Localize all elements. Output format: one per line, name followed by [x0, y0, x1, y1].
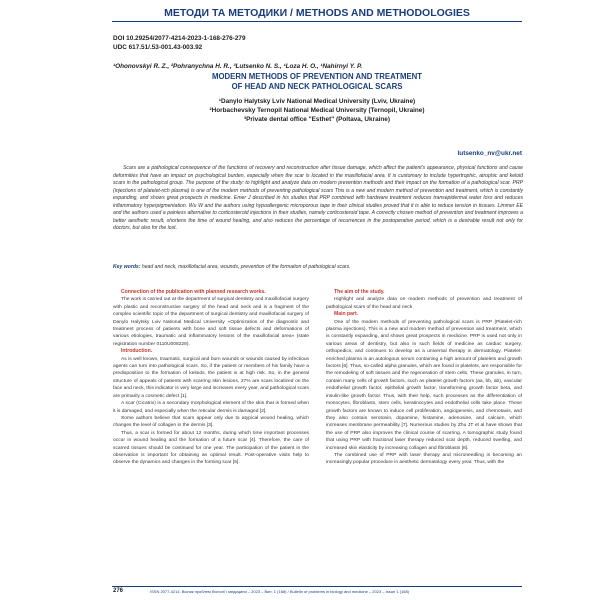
paragraph: The combined use of PRP with laser therapy and microneedling is becoming an increasingly popular procedure in aesthetic dermatology every year. Thus, with the	[326, 452, 522, 466]
udc: UDC 617.51/.53-001.43-003.92	[113, 44, 203, 51]
keywords-label: Key words:	[113, 264, 141, 270]
title-line-1: MODERN METHODS OF PREVENTION AND TREATMENT	[211, 72, 423, 81]
contact-email[interactable]: lutsenko_nv@ukr.net	[457, 150, 522, 157]
page-number: 276	[113, 588, 124, 594]
header-rule	[112, 21, 522, 22]
paragraph: As is well known, traumatic, surgical and burn wounds or wounds caused by infectious agents can turn into pathological scars. So, if the patient or members of his family have a predisposition to the formation of keloids, the patient is at high risk. So, in the general structure of appeals of patients with scarring skin lesions, 27% are scars localized on the face and neck, this indicator is very large and increases every year, and pathological scars are primarily a cosmetic defect [1].	[113, 356, 309, 399]
abstract: Scars are a pathological consequence of the functions of recovery and reconstruction after tissue damage, which affect the patient's appearance, physical functions and cause deformities that have an impact on psychological burden, especially when the scar is located in the maxillofacial area. It is customary to include hypertrophic, atrophic and keloid scars in the pathological group. The purpose of the study: to highlight and analyze data on modern prevention methods and their impact on the formation of a pathological scar. PRP (injections of platelet-rich plasma) is one of the modern methods of preventing pathological scars This is a new and modern method of prevention and treatment, which is constantly expanding, and shows great prospects in medicine. Emer J described in his studies that PRP combined with hardware treatment reduces transepidermal water loss and reduces inflammatory hyperpigmentation. Wu W and the authors using hypoallergenic microporous tape in their clinical studies proved that it is able to reduce tension in tissues. Limmer EE and the authors used a painless alternative to corticosteroid injections in their studies, namely corticosteroid tape. A correctly chosen method of prevention and treatment improves a better aesthetic result, shortens the time of wound healing, and also reduces the percentage of recurrences in the postoperative period, which is a desirable result not only for doctors, but also for the lost.	[113, 165, 523, 231]
keywords	[113, 264, 523, 270]
paragraph: Highlight and analyze data on modern methods of prevention and treatment of pathological scars of the head and neck	[326, 297, 522, 310]
heading-introduction: Introduction.	[121, 348, 153, 355]
paragraph: One of the modern methods of preventing pathological scars is PRP (Platelet-rich plasma injections). This is a new and modern method of prevention and treatment, which is constantly expanding, and shows great prospects in medicine. PRP is used not only in various areas of dentistry, but also in such fields of medicine as cardiac surgery, orthopedics, and continues to develop as a universal therapy in dermatology. Platelet-enriched plasma is an autologous serum containing a high amount of platelets and growth factors [6]. Thus, so-called alpha granules, which are found in platelets, are responsible for the remodeling of soft tissues and the regeneration of stem cells. These granules, in turn, contain many cells of growth factors, such as platelet growth factors (aa, bb, ab), vascular endothelial growth factor, epithelial growth factor, transforming growth factor beta, and insulin-like growth factor. Thus, with their help, such processes as the differentiation of monocytes, fibroblasts, stem cells, keratinocytes and endothelial cells take place. These growth factors are known to induce cell proliferation, angiogenesis, and chemotaxis, and they also contain serotonin, dopamine, histamine, adenosine, and calcium, which increases membrane permeability [7]. Numerous studies by Zhu JT et al have shown that the use of PRP also improves the clinical course of scarring. A tomographic study found that using PRP with fractional laser therapy reduced scar depth, reduced swelling, and increased skin elasticity by increasing collagen and fibroblasts [8].	[326, 319, 522, 451]
article-title	[112, 72, 522, 91]
affiliation-2: ²Horbachevsky Ternopil National Medical University (Ternopil, Ukraine)	[209, 107, 425, 114]
left-column	[113, 289, 309, 467]
paragraph: Thus, a scar is formed for about 12 months, during which time important processes occur in wound healing and the formation of a future scar [4]. Therefore, the care of scarred tissues should be continued for one year. The participation of the patient in the observation is important for obtaining an optimal result. Post-operative visits help to observe the dynamics and changes in the forming scar [5].	[113, 430, 309, 466]
paragraph: Some authors believe that scars appear only due to atypical wound healing, which changes the level of collagen in the dermis [3].	[113, 415, 309, 429]
journal-footer: ISSN 2077-4214. Вісник проблем біології і медицини – 2023 – Вип. 1 (168) / Bulletin of problems in biology and medicine – 2023 – Issue 1 (168)	[150, 589, 409, 594]
paragraph: A scar (Cicatrix) is a secondary morphological element of the skin that is formed when it is damaged, and especially when the reticular dermis is damaged [2].	[113, 401, 309, 414]
authors: ¹Ohonovskyi R. Z., ²Pohranychna H. R., ³Lutsenko N. S., ¹Loza H. O., ¹Nahirnyi Y. P.	[113, 63, 363, 70]
affiliation-3: ³Private dental office "Esthet" (Poltava, Ukraine)	[244, 116, 390, 123]
keywords-text: head and neck, maxillofacial area, wounds, prevention of the formation of pathological scars.	[141, 264, 351, 270]
heading-main-part: Main part.	[334, 311, 359, 318]
title-line-2: OF HEAD AND NECK PATHOLOGICAL SCARS	[231, 81, 403, 91]
doi: DOI 10.29254/2077-4214-2023-1-168-276-279	[113, 35, 246, 42]
heading-connection: Connection of the publication with planned research works.	[121, 289, 266, 295]
heading-aim: The aim of the study.	[334, 289, 385, 295]
right-column	[326, 289, 522, 467]
section-header: МЕТОДИ ТА МЕТОДИКИ / METHODS AND METHODOLOGIES	[164, 7, 470, 19]
footer-rule	[112, 586, 522, 587]
paragraph: The work is carried out at the department of surgical dentistry and maxillofacial surgery with plastic and reconstructive surgery of the head and neck and is a fragment of the complex scientific topic of the department of surgical dentistry and maxillofacial surgery of Danylo Halytsky Lviv National Medical University «Optimization of the diagnostic and treatment process of patients with bone and soft tissue defects and deformations of various etiologies, traumatic and inflammatory lesions of the maxillofacial area» (state registration number 0110U008228).	[113, 297, 309, 347]
affiliation-1: ¹Danylo Halytsky Lviv National Medical University (Lviv, Ukraine)	[218, 98, 416, 105]
